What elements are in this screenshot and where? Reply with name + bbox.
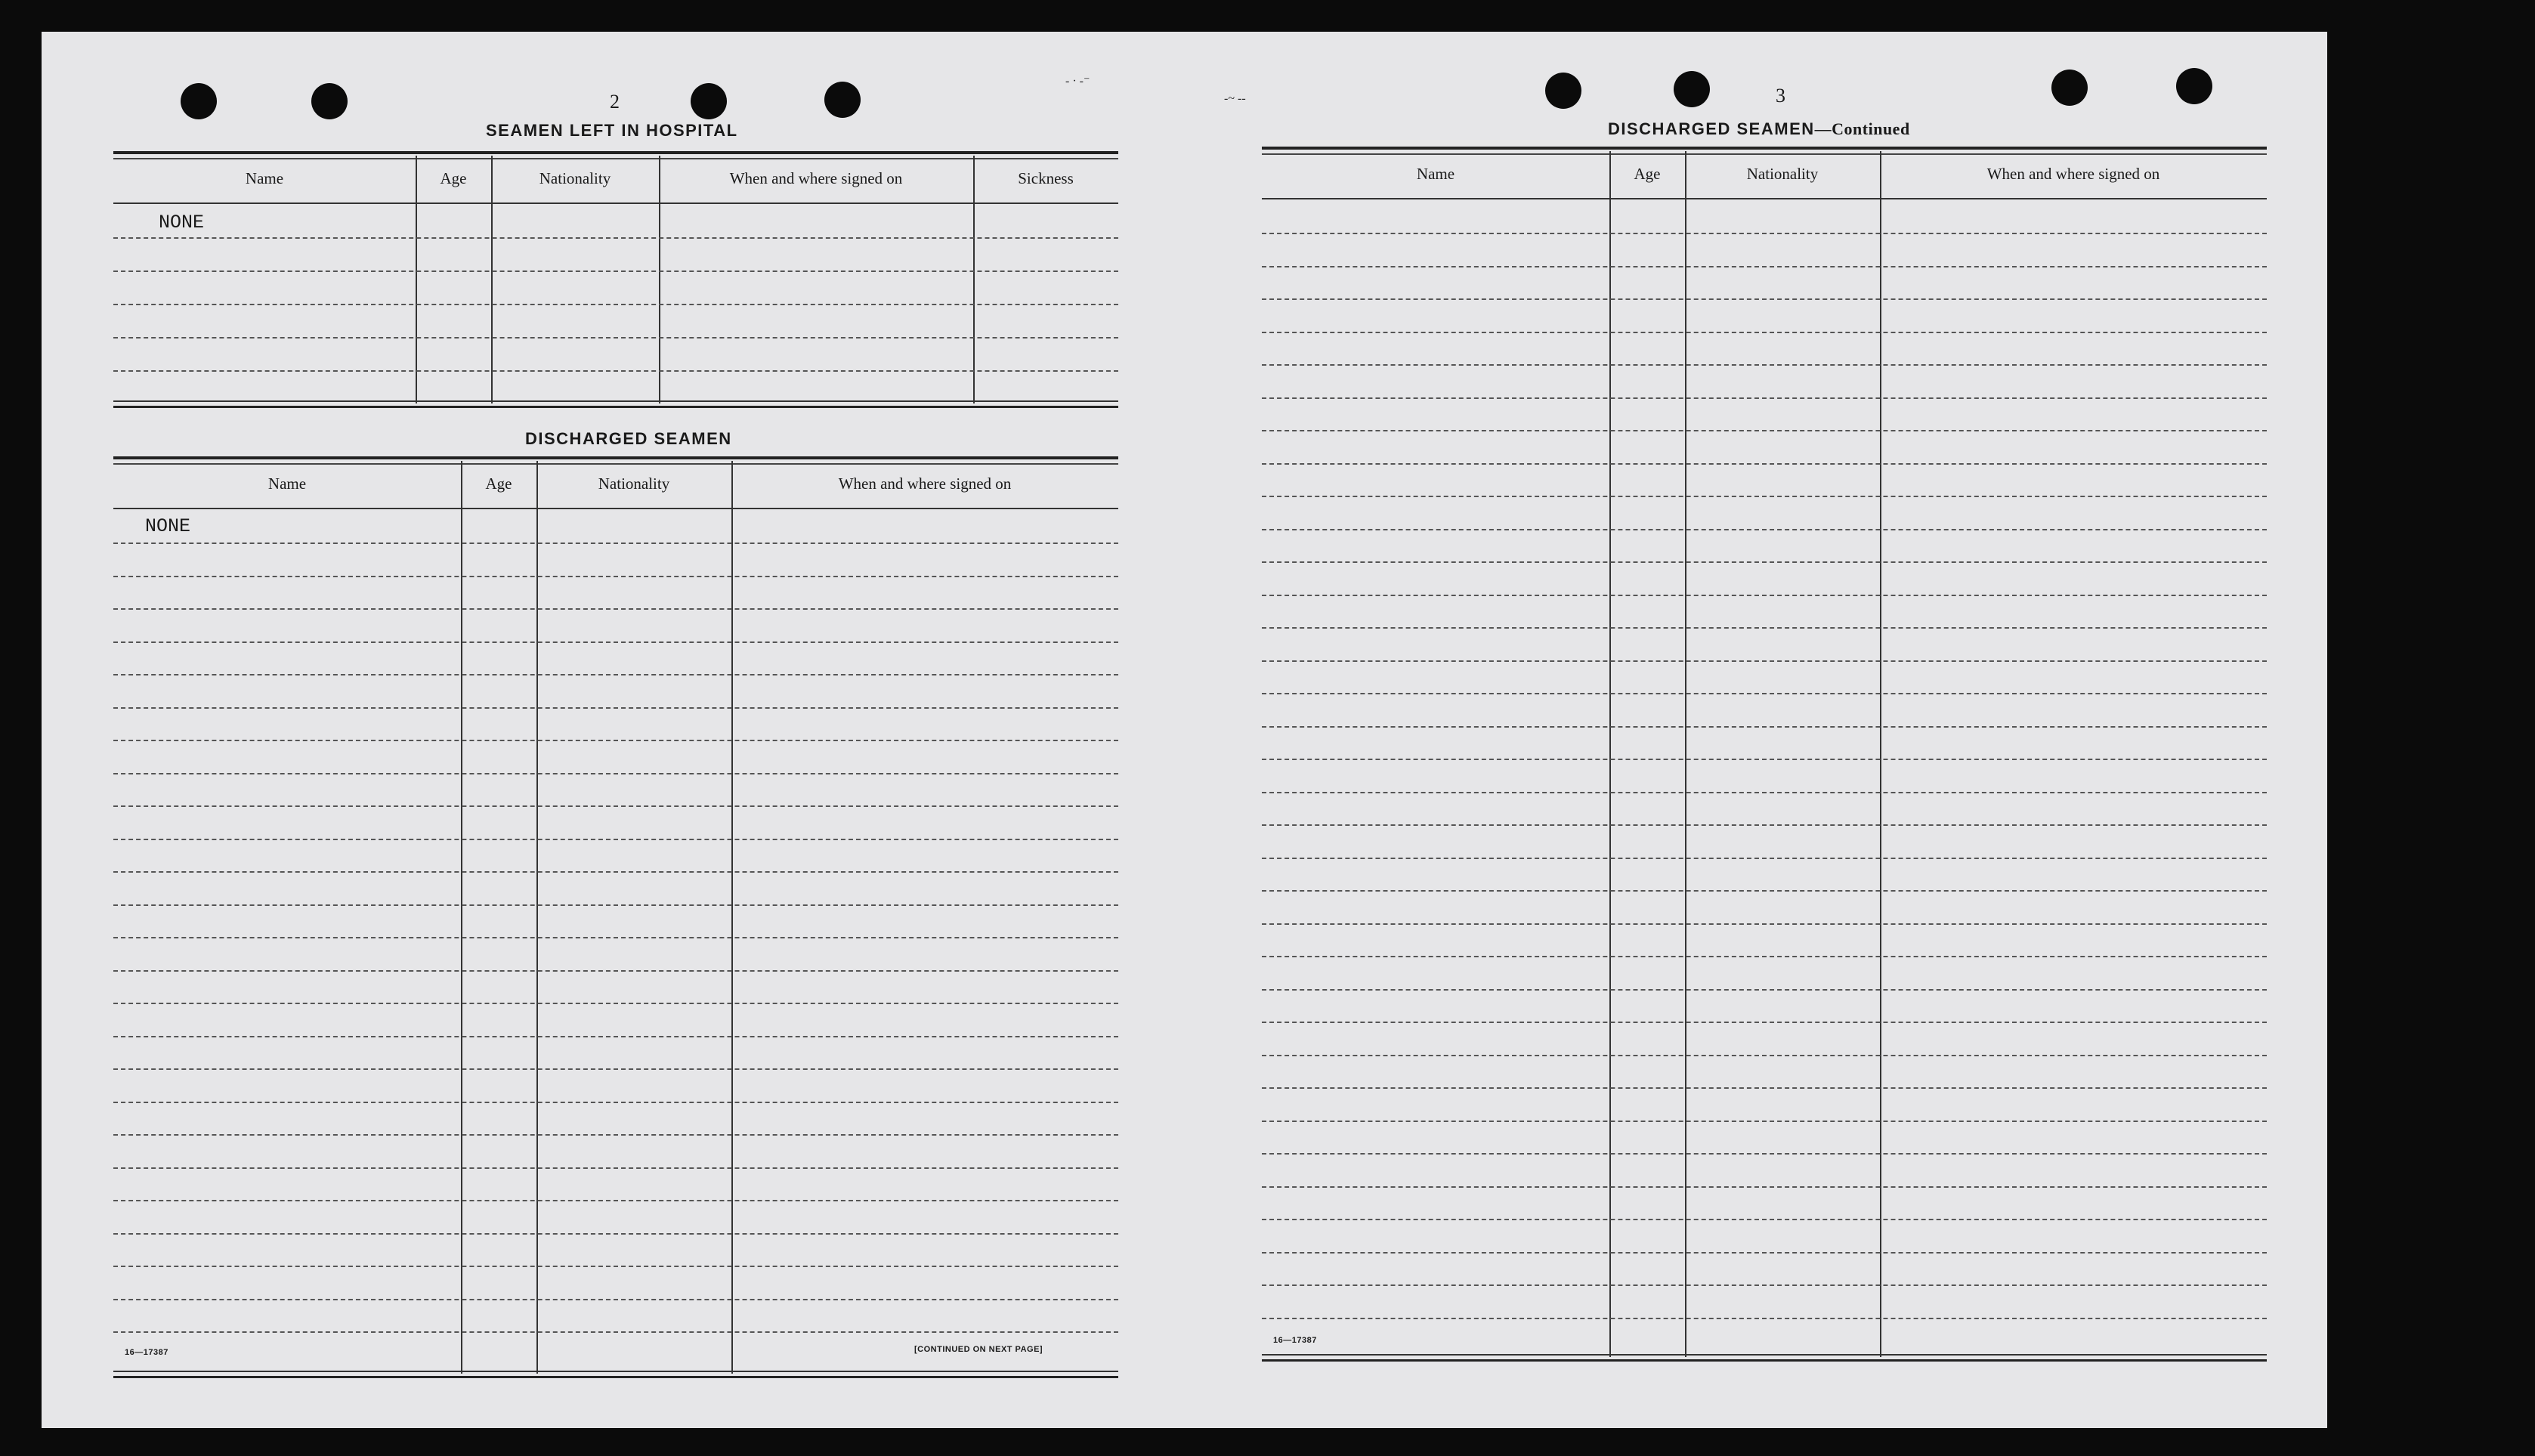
header-age: Age xyxy=(1634,165,1661,183)
table-top-rule xyxy=(1262,147,2267,155)
column-divider xyxy=(659,156,660,403)
punch-hole xyxy=(2051,70,2088,106)
punch-hole xyxy=(824,82,861,118)
row-line xyxy=(113,674,1118,675)
row-line xyxy=(1262,1252,2267,1254)
row-line xyxy=(113,576,1118,577)
row-line xyxy=(1262,1284,2267,1286)
table-bottom-rule xyxy=(113,400,1118,408)
table-bottom-rule xyxy=(113,1371,1118,1378)
row-line xyxy=(1262,726,2267,728)
column-divider xyxy=(973,156,975,403)
row-line xyxy=(113,1003,1118,1004)
punch-hole xyxy=(2176,68,2212,104)
row-line xyxy=(1262,595,2267,596)
row-line xyxy=(113,740,1118,741)
row-line xyxy=(1262,364,2267,366)
row-line xyxy=(113,1299,1118,1300)
row-line xyxy=(113,304,1118,305)
header-name: Name xyxy=(267,475,307,493)
row-line xyxy=(113,904,1118,906)
row-line xyxy=(1262,1087,2267,1089)
row-line xyxy=(113,1167,1118,1169)
row-line xyxy=(1262,989,2267,991)
stray-marks: - · -⁻ xyxy=(1065,75,1090,88)
right-section-title-cont: —Continued xyxy=(1814,119,1910,138)
row-line xyxy=(113,608,1118,610)
row-line xyxy=(1262,1153,2267,1155)
header-age: Age xyxy=(485,475,512,493)
page-number-right: 3 xyxy=(1776,85,1785,107)
continued-note: [CONTINUED ON NEXT PAGE] xyxy=(914,1345,1043,1354)
discharged-table-right xyxy=(1262,147,2267,1371)
punch-hole xyxy=(311,83,348,119)
punch-hole xyxy=(691,83,727,119)
row-line xyxy=(1262,298,2267,300)
row-line xyxy=(113,1036,1118,1037)
row-line xyxy=(1262,233,2267,234)
row-line xyxy=(1262,463,2267,465)
row-line xyxy=(113,970,1118,972)
row-line xyxy=(1262,660,2267,662)
row-line xyxy=(1262,1121,2267,1122)
row-line xyxy=(1262,923,2267,925)
discharged-section-title: DISCHARGED SEAMEN xyxy=(525,429,732,448)
row-line xyxy=(1262,693,2267,694)
row-line xyxy=(113,237,1118,239)
column-divider xyxy=(461,461,462,1374)
hospital-section-title: SEAMEN LEFT IN HOSPITAL xyxy=(486,121,738,140)
row-line xyxy=(1262,397,2267,399)
header-when-where: When and where signed on xyxy=(1986,165,2160,183)
row-line xyxy=(113,773,1118,774)
row-line xyxy=(1262,561,2267,563)
header-when-where: When and where signed on xyxy=(729,169,903,187)
header-age: Age xyxy=(440,169,467,187)
hospital-table xyxy=(113,151,1118,438)
row-line xyxy=(1262,792,2267,793)
row-line xyxy=(113,641,1118,643)
row-line xyxy=(113,1331,1118,1333)
row-line xyxy=(1262,266,2267,267)
header-name: Name xyxy=(1416,165,1455,183)
column-divider xyxy=(491,156,493,403)
row-line xyxy=(1262,824,2267,826)
header-nationality: Nationality xyxy=(1746,165,1819,183)
column-divider xyxy=(731,461,733,1374)
row-line xyxy=(113,370,1118,372)
header-divider xyxy=(113,202,1118,204)
right-section-title xyxy=(1608,119,1910,139)
row-line xyxy=(113,1102,1118,1103)
row-line xyxy=(1262,627,2267,629)
page-number-left: 2 xyxy=(610,91,620,113)
row-line xyxy=(1262,956,2267,957)
row-line xyxy=(1262,332,2267,333)
row-line xyxy=(1262,496,2267,497)
table-top-rule xyxy=(113,151,1118,159)
row-line xyxy=(113,270,1118,272)
column-divider xyxy=(536,461,538,1374)
row-line xyxy=(1262,1055,2267,1056)
row-line xyxy=(113,1266,1118,1267)
column-divider xyxy=(416,156,417,403)
row-line xyxy=(1262,1186,2267,1188)
row-line xyxy=(113,337,1118,338)
row-line xyxy=(1262,1219,2267,1220)
table-top-rule xyxy=(113,456,1118,465)
header-nationality: Nationality xyxy=(539,169,611,187)
row-line xyxy=(113,1068,1118,1070)
row-line xyxy=(1262,1318,2267,1319)
stray-marks: -~ -- xyxy=(1224,92,1246,105)
row-line xyxy=(1262,430,2267,431)
header-when-where: When and where signed on xyxy=(838,475,1012,493)
header-divider xyxy=(113,508,1118,509)
row-line xyxy=(113,805,1118,807)
header-nationality: Nationality xyxy=(598,475,670,493)
discharged-table-left xyxy=(113,456,1118,1393)
row-line xyxy=(1262,759,2267,760)
hospital-entry: NONE xyxy=(159,212,205,233)
row-line xyxy=(113,1134,1118,1136)
form-number-right: 16—17387 xyxy=(1273,1336,1317,1345)
row-line xyxy=(113,1233,1118,1235)
row-line xyxy=(113,937,1118,938)
row-line xyxy=(113,839,1118,840)
header-name: Name xyxy=(245,169,284,187)
row-line xyxy=(1262,890,2267,892)
table-bottom-rule xyxy=(1262,1354,2267,1362)
punch-hole xyxy=(1674,71,1710,107)
row-line xyxy=(1262,529,2267,530)
punch-hole xyxy=(1545,73,1581,109)
row-line xyxy=(113,707,1118,709)
row-line xyxy=(1262,1022,2267,1023)
row-line xyxy=(113,871,1118,873)
document-sheet xyxy=(42,32,2327,1428)
header-divider xyxy=(1262,198,2267,199)
header-sickness: Sickness xyxy=(1018,169,1074,187)
right-section-title-main: DISCHARGED SEAMEN xyxy=(1608,119,1815,138)
row-line xyxy=(1262,858,2267,859)
row-line xyxy=(113,543,1118,544)
discharged-entry: NONE xyxy=(145,515,191,537)
form-number-left: 16—17387 xyxy=(125,1348,168,1357)
punch-hole xyxy=(181,83,217,119)
row-line xyxy=(113,1200,1118,1201)
